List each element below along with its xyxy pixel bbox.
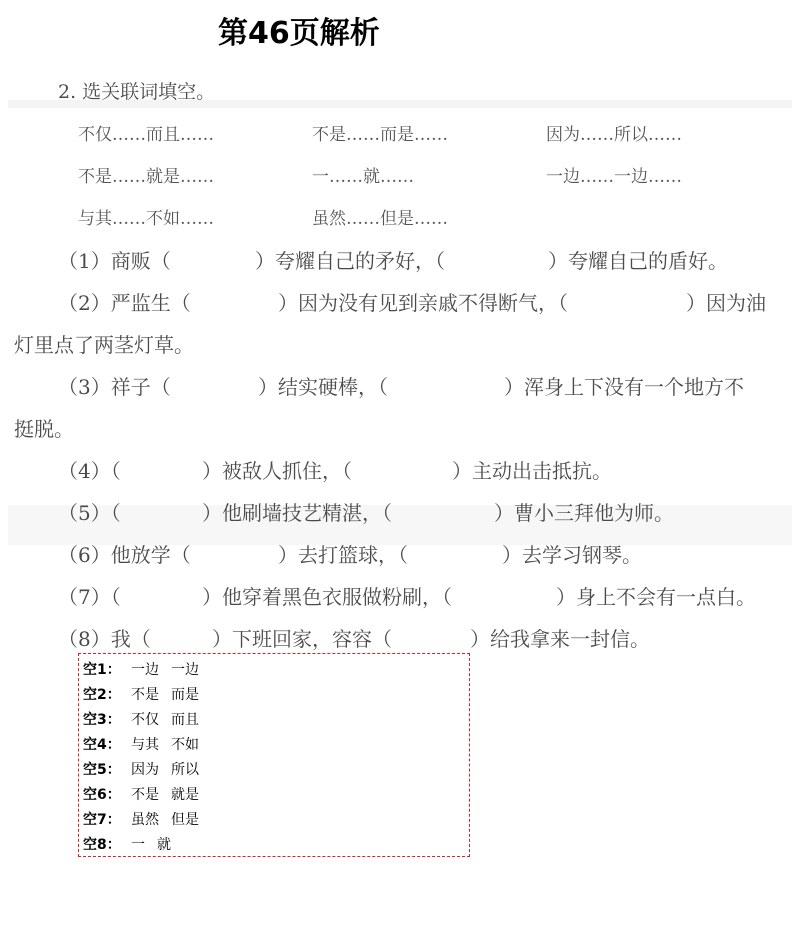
item-part: ）浑身上下没有一个地方不 — [504, 375, 744, 399]
question-heading: 2. 选关联词填空。 — [58, 81, 216, 103]
item-part: ）去学习钢琴。 — [502, 543, 642, 567]
item-part: （7）（ — [58, 585, 121, 609]
answer-value: 而是 — [171, 687, 199, 703]
item-part: ）给我拿来一封信。 — [470, 627, 650, 651]
item-part: （8）我（ — [58, 627, 151, 651]
answer-row — [83, 733, 469, 758]
item-part: （1）商贩（ — [58, 249, 171, 273]
answer-label: 空1： — [83, 662, 121, 678]
answer-value: 一 — [131, 837, 145, 853]
answer-label: 空7： — [83, 812, 121, 828]
word-bank-item: 虽然……但是…… — [312, 209, 448, 229]
answer-value: 就是 — [171, 787, 199, 803]
item-part: （4）（ — [58, 459, 121, 483]
item-part: ）夸耀自己的盾好。 — [548, 249, 728, 273]
page-title: 第46页解析 — [218, 16, 380, 51]
answer-value: 不是 — [131, 687, 159, 703]
answer-value: 但是 — [171, 812, 199, 828]
answer-value: 就 — [157, 837, 171, 853]
answer-row — [83, 758, 469, 783]
item-part: （3）祥子（ — [58, 375, 171, 399]
answer-label: 空5： — [83, 762, 121, 778]
item-part: ）主动出击抵抗。 — [452, 459, 612, 483]
word-bank-item: 因为……所以…… — [546, 125, 682, 145]
answer-label: 空3： — [83, 712, 121, 728]
item-part: ）身上不会有一点白。 — [556, 585, 756, 609]
answer-row — [83, 658, 469, 683]
answer-row — [83, 783, 469, 808]
answer-value: 因为 — [131, 762, 159, 778]
answer-label: 空4： — [83, 737, 121, 753]
answer-box — [78, 653, 470, 857]
item-part: （6）他放学（ — [58, 543, 191, 567]
word-bank-item: 不仅……而且…… — [78, 125, 214, 145]
answer-value: 虽然 — [131, 812, 159, 828]
answer-label: 空6： — [83, 787, 121, 803]
answer-value: 所以 — [171, 762, 199, 778]
item-part: （5）（ — [58, 501, 121, 525]
answer-label: 空8： — [83, 837, 121, 853]
answer-value: 而且 — [171, 712, 199, 728]
answer-row — [83, 833, 469, 858]
answer-row — [83, 708, 469, 733]
answer-value: 不如 — [171, 737, 199, 753]
item-part: （2）严监生（ — [58, 291, 191, 315]
item-part: ）结实硬棒，（ — [258, 375, 388, 399]
item-part: ）去打篮球，（ — [278, 543, 408, 567]
word-bank-item: 不是……而是…… — [312, 125, 448, 145]
item-part: 灯里点了两茎灯草。 — [14, 333, 194, 357]
item-part: ）因为油 — [686, 291, 766, 315]
word-bank-item: 与其……不如…… — [78, 209, 214, 229]
item-part: ）被敌人抓住，（ — [202, 459, 352, 483]
word-bank-item: 不是……就是…… — [78, 167, 214, 187]
item-part: 挺脱。 — [14, 417, 74, 441]
item-part: ）因为没有见到亲戚不得断气，（ — [278, 291, 568, 315]
answer-value: 不仅 — [131, 712, 159, 728]
word-bank-item: 一……就…… — [312, 167, 414, 187]
answer-value: 一边 — [131, 662, 159, 678]
item-part: ）曹小三拜他为师。 — [494, 501, 674, 525]
item-part: ）他穿着黑色衣服做粉刷，（ — [202, 585, 452, 609]
answer-value: 一边 — [171, 662, 199, 678]
item-part: ）下班回家，容容（ — [212, 627, 392, 651]
word-bank-item: 一边……一边…… — [546, 167, 682, 187]
answer-label: 空2： — [83, 687, 121, 703]
answer-row — [83, 683, 469, 708]
item-part: ）夸耀自己的矛好，（ — [255, 249, 445, 273]
answer-value: 不是 — [131, 787, 159, 803]
item-part: ）他刷墙技艺精湛，（ — [202, 501, 392, 525]
answer-value: 与其 — [131, 737, 159, 753]
answer-row — [83, 808, 469, 833]
